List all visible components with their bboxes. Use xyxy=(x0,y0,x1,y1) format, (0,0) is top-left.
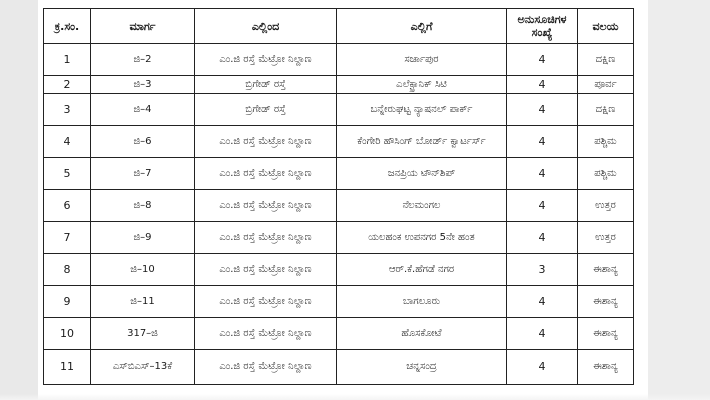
cell-serial: 7 xyxy=(44,222,91,254)
cell-route: ಎಸ್‌ಬಿಎಸ್–13ಕೆ xyxy=(91,350,195,385)
cell-from: ಎಂ.ಜಿ ರಸ್ತೆ ಮೆಟ್ರೋ ನಿಲ್ದಾಣ xyxy=(195,222,337,254)
bus-route-table xyxy=(43,8,634,385)
cell-to: ಹೊಸಕೋಟೆ xyxy=(337,318,507,350)
cell-to: ಬನ್ನೇರುಘಟ್ಟ ನ್ಯಾಷನಲ್ ಪಾರ್ಕ್ xyxy=(337,94,507,126)
cell-serial: 1 xyxy=(44,44,91,76)
cell-from: ಎಂ.ಜಿ ರಸ್ತೆ ಮೆಟ್ರೋ ನಿಲ್ದಾಣ xyxy=(195,190,337,222)
cell-count: 4 xyxy=(507,158,578,190)
cell-serial: 11 xyxy=(44,350,91,385)
cell-zone: ಪಶ್ಚಿಮ xyxy=(578,158,634,190)
cell-count: 4 xyxy=(507,190,578,222)
cell-serial: 6 xyxy=(44,190,91,222)
cell-from: ಬ್ರಿಗೇಡ್ ರಸ್ತೆ xyxy=(195,94,337,126)
cell-route: ಜಿ–8 xyxy=(91,190,195,222)
cell-from: ಎಂ.ಜಿ ರಸ್ತೆ ಮೆಟ್ರೋ ನಿಲ್ದಾಣ xyxy=(195,318,337,350)
table-row xyxy=(44,94,634,126)
cell-zone: ಈಶಾನ್ಯ xyxy=(578,286,634,318)
cell-to: ಚನ್ನಸಂದ್ರ xyxy=(337,350,507,385)
cell-to: ಯಲಹಂಕ ಉಪನಗರ 5ನೇ ಹಂತ xyxy=(337,222,507,254)
cell-zone: ಈಶಾನ್ಯ xyxy=(578,350,634,385)
cell-to: ಕೆಂಗೇರಿ ಹೌಸಿಂಗ್ ಬೋರ್ಡ್ ಕ್ವಾರ್ಟರ್ಸ್ xyxy=(337,126,507,158)
cell-to: ಆರ್.ಕೆ.ಹೆಗಡೆ ನಗರ xyxy=(337,254,507,286)
cell-route: 317–ಜಿ xyxy=(91,318,195,350)
cell-route: ಜಿ–6 xyxy=(91,126,195,158)
cell-route: ಜಿ–9 xyxy=(91,222,195,254)
cell-route: ಜಿ–4 xyxy=(91,94,195,126)
cell-to: ಸರ್ಜಾಪುರ xyxy=(337,44,507,76)
table-row xyxy=(44,286,634,318)
cell-route: ಜಿ–11 xyxy=(91,286,195,318)
cell-from: ಎಂ.ಜಿ ರಸ್ತೆ ಮೆಟ್ರೋ ನಿಲ್ದಾಣ xyxy=(195,254,337,286)
cell-zone: ದಕ್ಷಿಣ xyxy=(578,44,634,76)
cell-from: ಎಂ.ಜಿ ರಸ್ತೆ ಮೆಟ್ರೋ ನಿಲ್ದಾಣ xyxy=(195,350,337,385)
cell-from: ಎಂ.ಜಿ ರಸ್ತೆ ಮೆಟ್ರೋ ನಿಲ್ದಾಣ xyxy=(195,286,337,318)
header-to: ಎಲ್ಲಿಗೆ xyxy=(337,9,507,44)
table-row xyxy=(44,350,634,385)
cell-count: 4 xyxy=(507,94,578,126)
table-row xyxy=(44,126,634,158)
header-count: ಅನುಸೂಚಿಗಳ ಸಂಖ್ಯೆ xyxy=(507,9,578,44)
cell-zone: ದಕ್ಷಿಣ xyxy=(578,94,634,126)
header-serial: ಕ್ರ.ಸಂ. xyxy=(44,9,91,44)
header-from: ಎಲ್ಲಿಂದ xyxy=(195,9,337,44)
cell-to: ಎಲೆಕ್ಟ್ರಾನಿಕ್ ಸಿಟಿ xyxy=(337,76,507,94)
cell-count: 4 xyxy=(507,44,578,76)
cell-to: ಬಾಗಲೂರು xyxy=(337,286,507,318)
cell-zone: ಪಶ್ಚಿಮ xyxy=(578,126,634,158)
left-margin xyxy=(0,0,38,400)
cell-to: ಜನಪ್ರಿಯ ಟೌನ್‌ಶಿಪ್ xyxy=(337,158,507,190)
cell-count: 4 xyxy=(507,286,578,318)
cell-serial: 5 xyxy=(44,158,91,190)
table-row xyxy=(44,158,634,190)
table-row xyxy=(44,254,634,286)
cell-serial: 8 xyxy=(44,254,91,286)
cell-to: ನೆಲಮಂಗಲ xyxy=(337,190,507,222)
cell-serial: 2 xyxy=(44,76,91,94)
table-row xyxy=(44,318,634,350)
header-zone: ವಲಯ xyxy=(578,9,634,44)
cell-route: ಜಿ–7 xyxy=(91,158,195,190)
cell-route: ಜಿ–10 xyxy=(91,254,195,286)
table-header-row xyxy=(44,9,634,44)
cell-serial: 10 xyxy=(44,318,91,350)
cell-from: ಎಂ.ಜಿ ರಸ್ತೆ ಮೆಟ್ರೋ ನಿಲ್ದಾಣ xyxy=(195,126,337,158)
table-row xyxy=(44,222,634,254)
cell-from: ಎಂ.ಜಿ ರಸ್ತೆ ಮೆಟ್ರೋ ನಿಲ್ದಾಣ xyxy=(195,158,337,190)
right-margin xyxy=(648,0,710,400)
cell-count: 4 xyxy=(507,126,578,158)
cell-from: ಬ್ರಿಗೇಡ್ ರಸ್ತೆ xyxy=(195,76,337,94)
cell-serial: 4 xyxy=(44,126,91,158)
cell-zone: ಈಶಾನ್ಯ xyxy=(578,254,634,286)
cell-count: 4 xyxy=(507,76,578,94)
cell-serial: 9 xyxy=(44,286,91,318)
table-row xyxy=(44,76,634,94)
cell-serial: 3 xyxy=(44,94,91,126)
cell-zone: ಈಶಾನ್ಯ xyxy=(578,318,634,350)
cell-route: ಜಿ–2 xyxy=(91,44,195,76)
cell-from: ಎಂ.ಜಿ ರಸ್ತೆ ಮೆಟ್ರೋ ನಿಲ್ದಾಣ xyxy=(195,44,337,76)
cell-count: 3 xyxy=(507,254,578,286)
table-row xyxy=(44,44,634,76)
cell-route: ಜಿ–3 xyxy=(91,76,195,94)
cell-zone: ಉತ್ತರ xyxy=(578,190,634,222)
cell-count: 4 xyxy=(507,318,578,350)
header-route: ಮಾರ್ಗ xyxy=(91,9,195,44)
cell-count: 4 xyxy=(507,350,578,385)
cell-zone: ಉತ್ತರ xyxy=(578,222,634,254)
bottom-fade xyxy=(0,394,710,400)
table-row xyxy=(44,190,634,222)
cell-zone: ಪೂರ್ವ xyxy=(578,76,634,94)
cell-count: 4 xyxy=(507,222,578,254)
